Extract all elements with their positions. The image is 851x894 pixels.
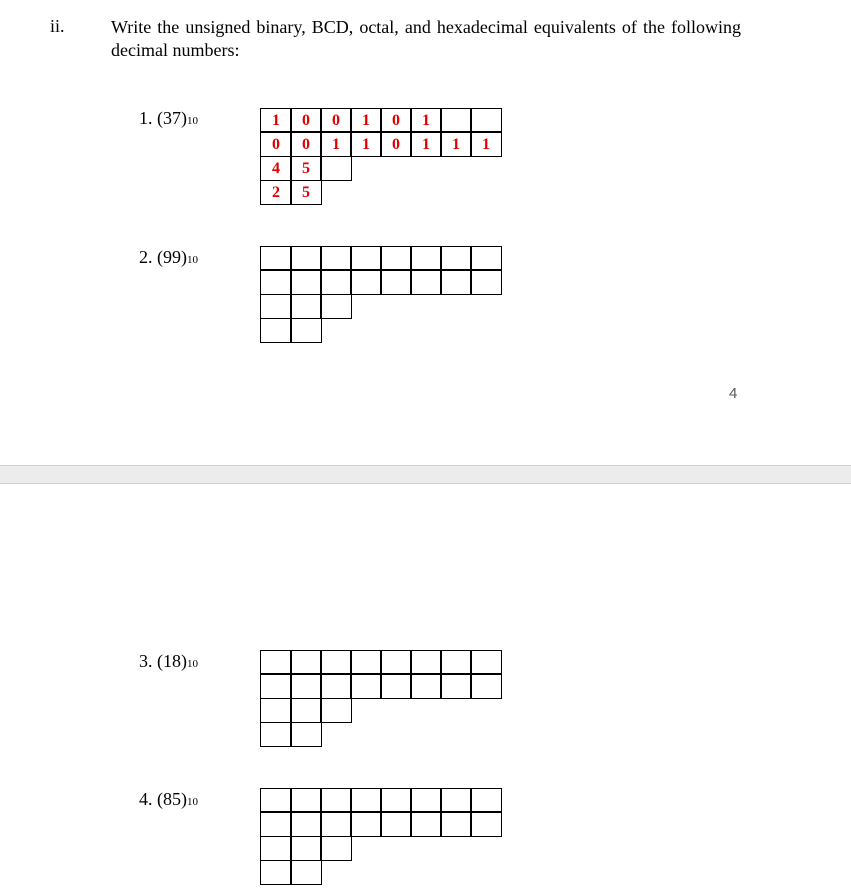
page-separator bbox=[0, 465, 851, 484]
double-border-line bbox=[260, 673, 501, 675]
grid-row bbox=[260, 246, 501, 270]
grid-cell bbox=[290, 836, 322, 861]
grid-cell bbox=[290, 674, 322, 699]
grid-cell: 0 bbox=[380, 108, 412, 133]
grid-cell: 0 bbox=[320, 108, 352, 133]
grid-cell bbox=[440, 812, 472, 837]
grid-cell bbox=[380, 650, 412, 675]
grid-cell bbox=[290, 246, 322, 271]
grid-cell bbox=[440, 246, 472, 271]
grid-row bbox=[260, 698, 501, 722]
grid-cell bbox=[290, 860, 322, 885]
grid-cell: 0 bbox=[290, 132, 322, 157]
grid-cell: 0 bbox=[380, 132, 412, 157]
grid-cell bbox=[410, 246, 442, 271]
grid-cell bbox=[440, 788, 472, 813]
grid-cell: 1 bbox=[350, 132, 382, 157]
grid-cell bbox=[290, 294, 322, 319]
grid-cell bbox=[320, 698, 352, 723]
grid-row bbox=[260, 180, 501, 204]
grid-cell bbox=[410, 650, 442, 675]
grid-cell bbox=[470, 650, 502, 675]
grid-cell bbox=[320, 270, 352, 295]
problem-label: 3. (18)10 bbox=[139, 651, 198, 671]
document-page-2 bbox=[0, 484, 851, 894]
grid-cell bbox=[470, 270, 502, 295]
grid-row bbox=[260, 650, 501, 674]
grid-cell bbox=[260, 674, 292, 699]
grid-cell bbox=[470, 788, 502, 813]
grid-cell bbox=[380, 270, 412, 295]
grid-cell: 1 bbox=[410, 108, 442, 133]
grid-cell bbox=[260, 836, 292, 861]
grid-cell bbox=[350, 674, 382, 699]
grid-cell bbox=[440, 674, 472, 699]
grid-cell bbox=[440, 650, 472, 675]
problem-label: 1. (37)10 bbox=[139, 108, 198, 128]
grid-row bbox=[260, 132, 501, 156]
grid-cell bbox=[260, 246, 292, 271]
grid-row bbox=[260, 294, 501, 318]
grid-row bbox=[260, 674, 501, 698]
page-number: 4 bbox=[729, 385, 738, 402]
grid-row bbox=[260, 270, 501, 294]
grid-cell bbox=[290, 722, 322, 747]
answer-grid bbox=[260, 108, 501, 204]
question-number: ii. bbox=[50, 16, 65, 36]
grid-cell bbox=[290, 698, 322, 723]
grid-cell: 1 bbox=[260, 108, 292, 133]
grid-cell: 1 bbox=[320, 132, 352, 157]
grid-cell bbox=[380, 674, 412, 699]
grid-row bbox=[260, 860, 501, 884]
grid-cell: 1 bbox=[410, 132, 442, 157]
grid-cell: 0 bbox=[290, 108, 322, 133]
grid-cell bbox=[260, 860, 292, 885]
grid-cell bbox=[350, 246, 382, 271]
grid-cell: 1 bbox=[350, 108, 382, 133]
grid-cell: 4 bbox=[260, 156, 292, 181]
grid-cell bbox=[260, 650, 292, 675]
answer-grid bbox=[260, 788, 501, 884]
grid-cell bbox=[410, 674, 442, 699]
double-border-line bbox=[260, 131, 501, 133]
grid-cell bbox=[320, 674, 352, 699]
grid-cell bbox=[290, 270, 322, 295]
grid-cell bbox=[320, 650, 352, 675]
grid-cell bbox=[320, 246, 352, 271]
grid-row bbox=[260, 108, 501, 132]
grid-cell: 5 bbox=[290, 156, 322, 181]
grid-row bbox=[260, 156, 501, 180]
grid-cell bbox=[290, 788, 322, 813]
grid-cell: 0 bbox=[260, 132, 292, 157]
grid-cell bbox=[290, 650, 322, 675]
grid-cell bbox=[380, 812, 412, 837]
grid-cell: 2 bbox=[260, 180, 292, 205]
grid-cell bbox=[470, 108, 502, 133]
grid-cell bbox=[380, 788, 412, 813]
grid-cell bbox=[290, 812, 322, 837]
grid-row bbox=[260, 836, 501, 860]
grid-cell bbox=[260, 722, 292, 747]
grid-cell bbox=[320, 836, 352, 861]
grid-cell bbox=[350, 270, 382, 295]
grid-cell bbox=[260, 812, 292, 837]
grid-cell bbox=[260, 294, 292, 319]
grid-row bbox=[260, 722, 501, 746]
grid-cell bbox=[260, 788, 292, 813]
question-instruction: Write the unsigned binary, BCD, octal, and hexadecimal equivalents of the following decimal numbers: bbox=[111, 17, 741, 60]
grid-cell bbox=[350, 812, 382, 837]
grid-cell bbox=[320, 812, 352, 837]
grid-cell bbox=[380, 246, 412, 271]
grid-cell bbox=[470, 674, 502, 699]
grid-cell bbox=[260, 270, 292, 295]
double-border-line bbox=[260, 811, 501, 813]
grid-row bbox=[260, 318, 501, 342]
grid-cell bbox=[260, 698, 292, 723]
grid-cell bbox=[410, 270, 442, 295]
grid-cell bbox=[290, 318, 322, 343]
grid-cell bbox=[320, 156, 352, 181]
answer-grid bbox=[260, 246, 501, 342]
problem-label: 2. (99)10 bbox=[139, 247, 198, 267]
grid-cell bbox=[350, 650, 382, 675]
grid-cell bbox=[260, 318, 292, 343]
grid-cell bbox=[470, 812, 502, 837]
grid-cell: 1 bbox=[440, 132, 472, 157]
double-border-line bbox=[260, 269, 501, 271]
problem-label: 4. (85)10 bbox=[139, 789, 198, 809]
grid-cell bbox=[350, 788, 382, 813]
grid-cell bbox=[470, 246, 502, 271]
grid-cell bbox=[440, 270, 472, 295]
grid-row bbox=[260, 788, 501, 812]
grid-cell: 5 bbox=[290, 180, 322, 205]
grid-cell bbox=[320, 294, 352, 319]
grid-cell bbox=[410, 812, 442, 837]
grid-cell bbox=[410, 788, 442, 813]
grid-cell bbox=[440, 108, 472, 133]
grid-cell bbox=[320, 788, 352, 813]
grid-row bbox=[260, 812, 501, 836]
answer-grid bbox=[260, 650, 501, 746]
grid-cell: 1 bbox=[470, 132, 502, 157]
